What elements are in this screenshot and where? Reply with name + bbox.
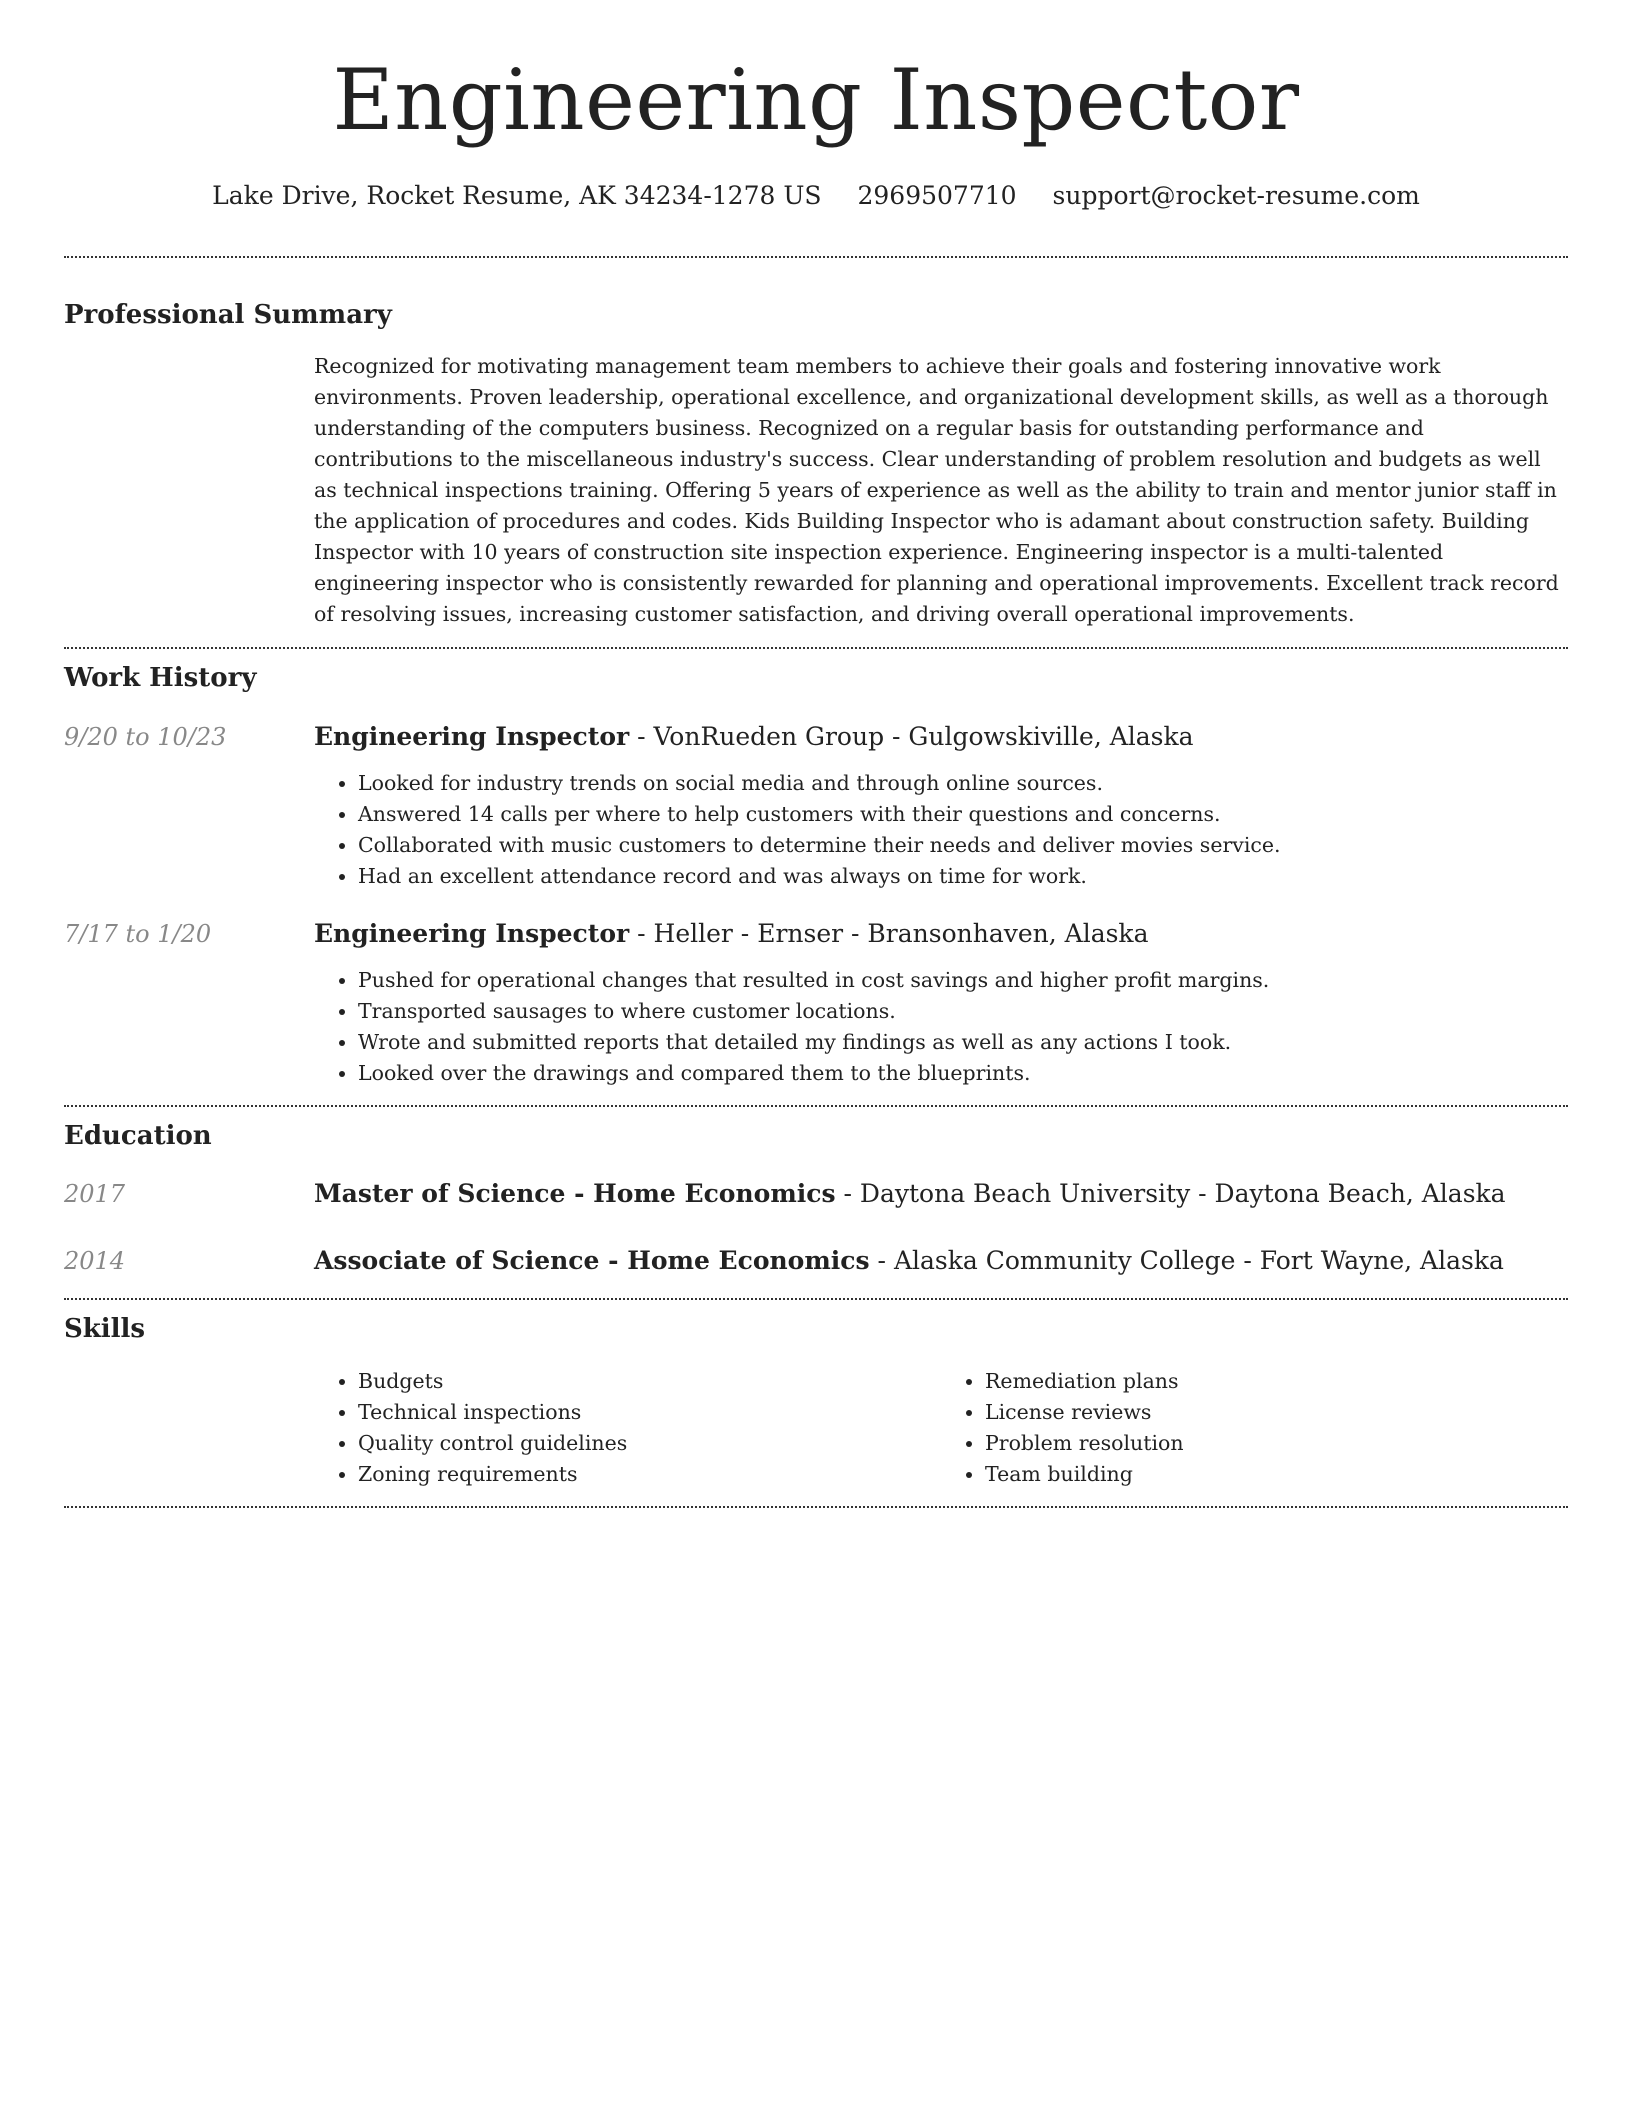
education-year: 2014 xyxy=(64,1247,126,1275)
job-details xyxy=(314,720,1568,892)
summary-spacer xyxy=(64,351,314,630)
job-heading xyxy=(314,917,1568,951)
job-bullet: • Looked for industry trends on social media and through online sources. xyxy=(358,768,1568,799)
job-bullet: • Looked over the drawings and compared them to the blueprints. xyxy=(358,1058,1568,1089)
school: - Daytona Beach University - Daytona Beach, Alaska xyxy=(835,1179,1506,1208)
job-bullet: • Wrote and submitted reports that detailed my findings as well as any actions I took. xyxy=(358,1027,1568,1058)
skill-item: • Team building xyxy=(985,1459,1568,1490)
skill-item: • Technical inspections xyxy=(358,1397,941,1428)
education-entry xyxy=(64,1177,1568,1211)
education-details xyxy=(314,1177,1568,1211)
job-dates: 9/20 to 10/23 xyxy=(64,723,227,751)
skill-item: • Zoning requirements xyxy=(358,1459,941,1490)
job-employer: - VonRueden Group - Gulgowskiville, Alaska xyxy=(629,722,1194,751)
resume-page xyxy=(64,0,1568,1508)
skills-spacer xyxy=(64,1366,314,1490)
skill-item: • Problem resolution xyxy=(985,1428,1568,1459)
skills-row xyxy=(64,1366,1568,1490)
job-entry xyxy=(64,917,1568,1089)
job-bullets xyxy=(314,768,1568,892)
education-entry xyxy=(64,1244,1568,1278)
divider xyxy=(64,256,1568,258)
summary-text: Recognized for motivating management team members to achieve their goals and fostering innovative work environments. Proven leadership, operational excellence, and organizational development skills, as well as a thorough understanding of the computers business. Recognized on a regular basis for outstanding performance and contributions to the miscellaneous industry's success. Clear understanding of problem resolution and budgets as well as technical inspections training. Offering 5 years of experience as well as the ability to train and mentor junior staff in the application of procedures and codes. Kids Building Inspector who is adamant about construction safety. Building Inspector with 10 years of construction site inspection experience. Engineering inspector is a multi-talented engineering inspector who is consistently rewarded for planning and operational improvements. Excellent track record of resolving issues, increasing customer satisfaction, and driving overall operational improvements. xyxy=(314,354,1559,626)
job-bullet: • Pushed for operational changes that resulted in cost savings and higher profit margins. xyxy=(358,965,1568,996)
section-title-education: Education xyxy=(64,1121,212,1151)
skills-list-left xyxy=(314,1366,941,1490)
job-dates: 7/17 to 1/20 xyxy=(64,920,212,948)
divider xyxy=(64,647,1568,649)
candidate-name: Engineering Inspector xyxy=(332,51,1300,149)
skill-item: • Budgets xyxy=(358,1366,941,1397)
email: support@rocket-resume.com xyxy=(1052,181,1420,210)
summary-row xyxy=(64,351,1568,630)
address: Lake Drive, Rocket Resume, AK 34234-1278 US xyxy=(212,181,822,210)
school: - Alaska Community College - Fort Wayne, Alaska xyxy=(869,1246,1504,1275)
degree: Associate of Science - Home Economics xyxy=(314,1246,870,1275)
job-bullet: • Collaborated with music customers to determine their needs and deliver movies service. xyxy=(358,830,1568,861)
job-employer: - Heller - Ernser - Bransonhaven, Alaska xyxy=(629,919,1149,948)
job-title: Engineering Inspector xyxy=(314,722,630,751)
job-heading xyxy=(314,720,1568,754)
job-details xyxy=(314,917,1568,1089)
education-year: 2017 xyxy=(64,1180,126,1208)
education-details xyxy=(314,1244,1568,1278)
degree: Master of Science - Home Economics xyxy=(314,1179,836,1208)
section-title-skills: Skills xyxy=(64,1314,146,1344)
skill-item: • Remediation plans xyxy=(985,1366,1568,1397)
divider xyxy=(64,1506,1568,1508)
job-bullet: • Answered 14 calls per where to help customers with their questions and concerns. xyxy=(358,799,1568,830)
job-bullets xyxy=(314,965,1568,1089)
skill-item: • License reviews xyxy=(985,1397,1568,1428)
job-title: Engineering Inspector xyxy=(314,919,630,948)
section-title-summary: Professional Summary xyxy=(64,300,392,330)
skills-grid xyxy=(314,1366,1568,1490)
divider xyxy=(64,1105,1568,1107)
job-entry xyxy=(64,720,1568,892)
job-bullet: • Had an excellent attendance record and was always on time for work. xyxy=(358,861,1568,892)
job-bullet: • Transported sausages to where customer locations. xyxy=(358,996,1568,1027)
phone: 2969507710 xyxy=(857,181,1017,210)
skill-item: • Quality control guidelines xyxy=(358,1428,941,1459)
contact-line xyxy=(64,178,1568,214)
divider xyxy=(64,1298,1568,1300)
skills-list-right xyxy=(941,1366,1568,1490)
section-title-work: Work History xyxy=(64,663,257,693)
